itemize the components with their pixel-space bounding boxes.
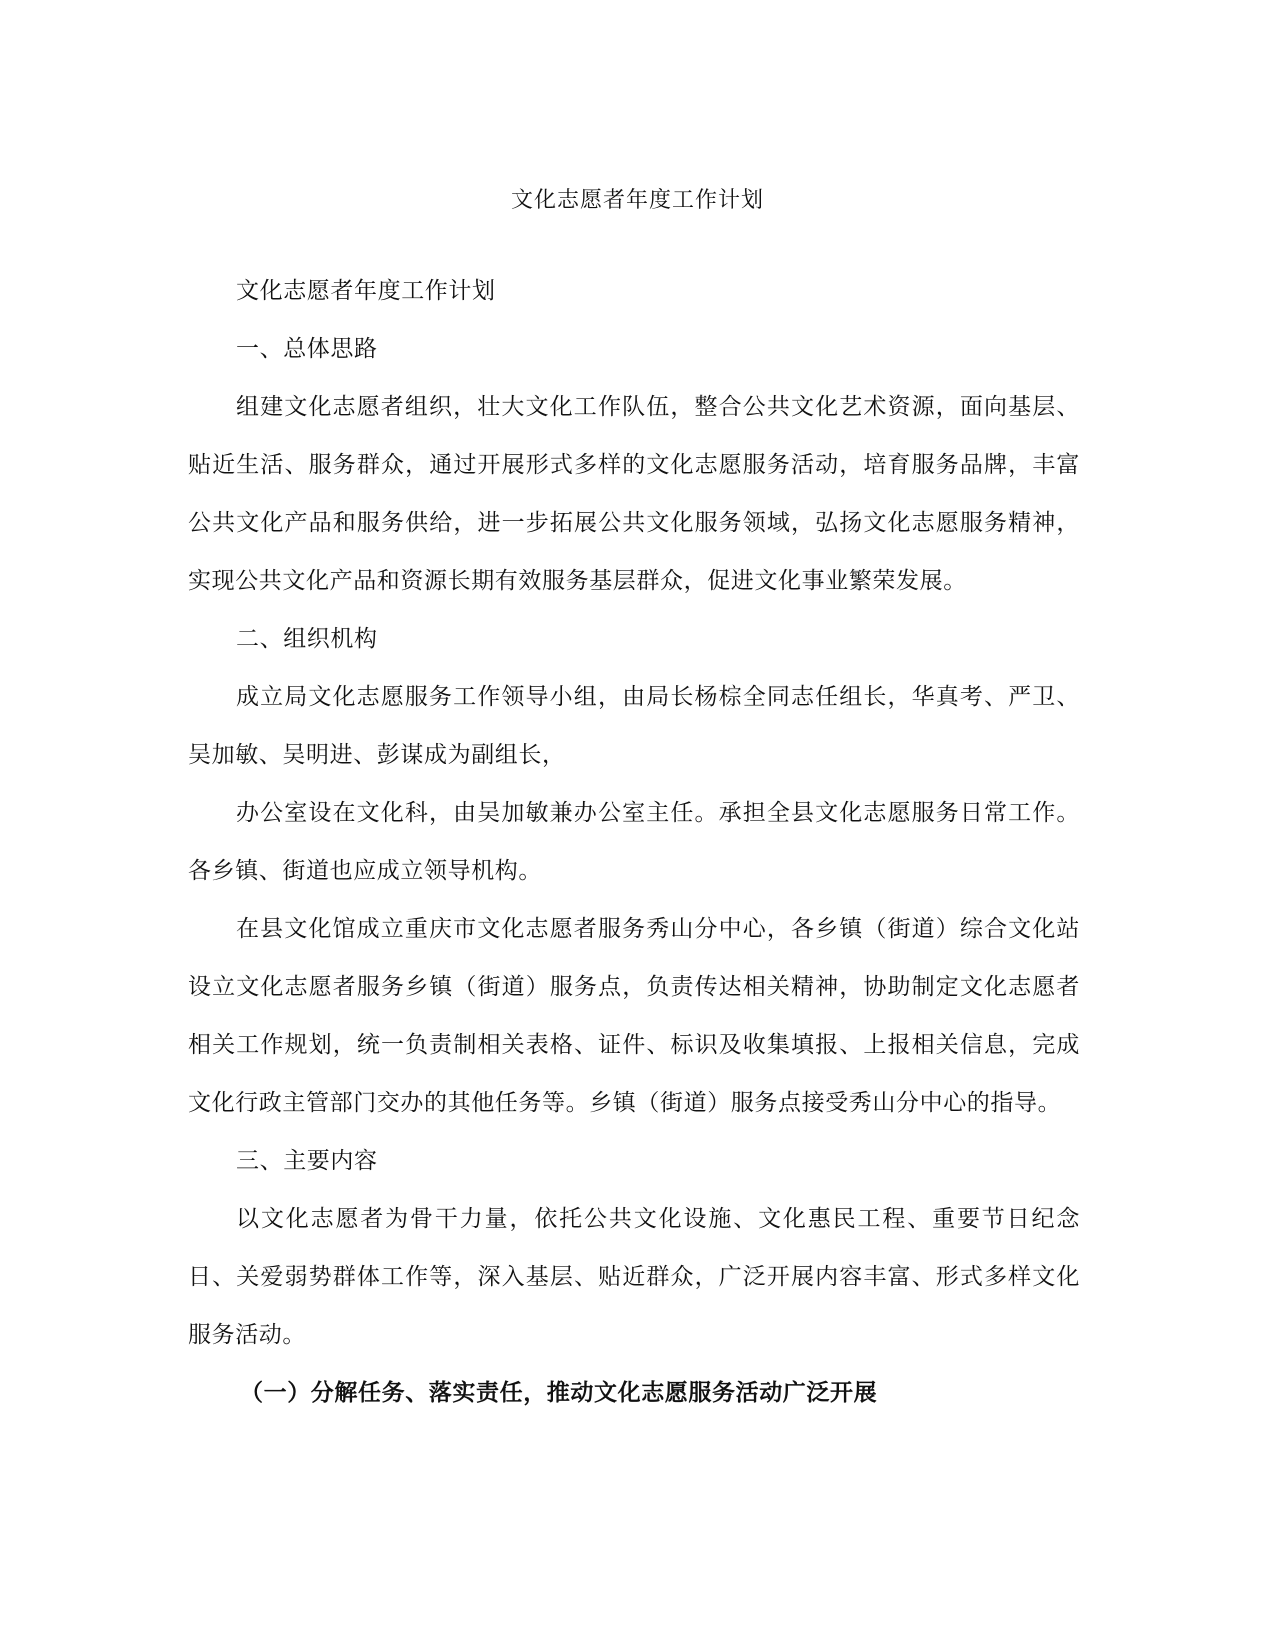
subsection-heading: （一）分解任务、落实责任，推动文化志愿服务活动广泛开展 (240, 1379, 878, 1406)
paragraph-office: 办公室设在文化科，由吴加敏兼办公室主任。承担全县文化志愿服务日常工作。各乡镇、街道也应成立领导机构。 (188, 800, 1080, 884)
body-heading: 文化志愿者年度工作计划 (236, 278, 496, 304)
section-heading-main-content: 三、主要内容 (236, 1148, 378, 1174)
paragraph-main-content: 以文化志愿者为骨干力量，依托公共文化设施、文化惠民工程、重要节日纪念日、关爱弱势群体工作等，深入基层、贴近群众，广泛开展内容丰富、形式多样文化服务活动。 (188, 1206, 1080, 1348)
paragraph-leadership-group: 成立局文化志愿服务工作领导小组，由局长杨棕全同志任组长，华真考、严卫、吴加敏、吴明进、彭谋成为副组长， (188, 684, 1080, 768)
paragraph-overall-approach: 组建文化志愿者组织，壮大文化工作队伍，整合公共文化艺术资源，面向基层、贴近生活、服务群众，通过开展形式多样的文化志愿服务活动，培育服务品牌，丰富公共文化产品和服务供给，进一步拓展公共文化服务领域，弘扬文化志愿服务精神，实现公共文化产品和资源长期有效服务基层群众，促进文化事业繁荣发展。 (188, 394, 1080, 594)
section-heading-overall-approach: 一、总体思路 (236, 336, 378, 362)
document-title: 文化志愿者年度工作计划 (510, 188, 764, 213)
section-heading-organization: 二、组织机构 (236, 626, 378, 652)
document-body (188, 262, 1080, 1422)
paragraph-service-center: 在县文化馆成立重庆市文化志愿者服务秀山分中心，各乡镇（街道）综合文化站设立文化志愿者服务乡镇（街道）服务点，负责传达相关精神，协助制定文化志愿者相关工作规划，统一负责制相关表格、证件、标识及收集填报、上报相关信息，完成文化行政主管部门交办的其他任务等。乡镇（街道）服务点接受秀山分中心的指导。 (188, 916, 1080, 1116)
